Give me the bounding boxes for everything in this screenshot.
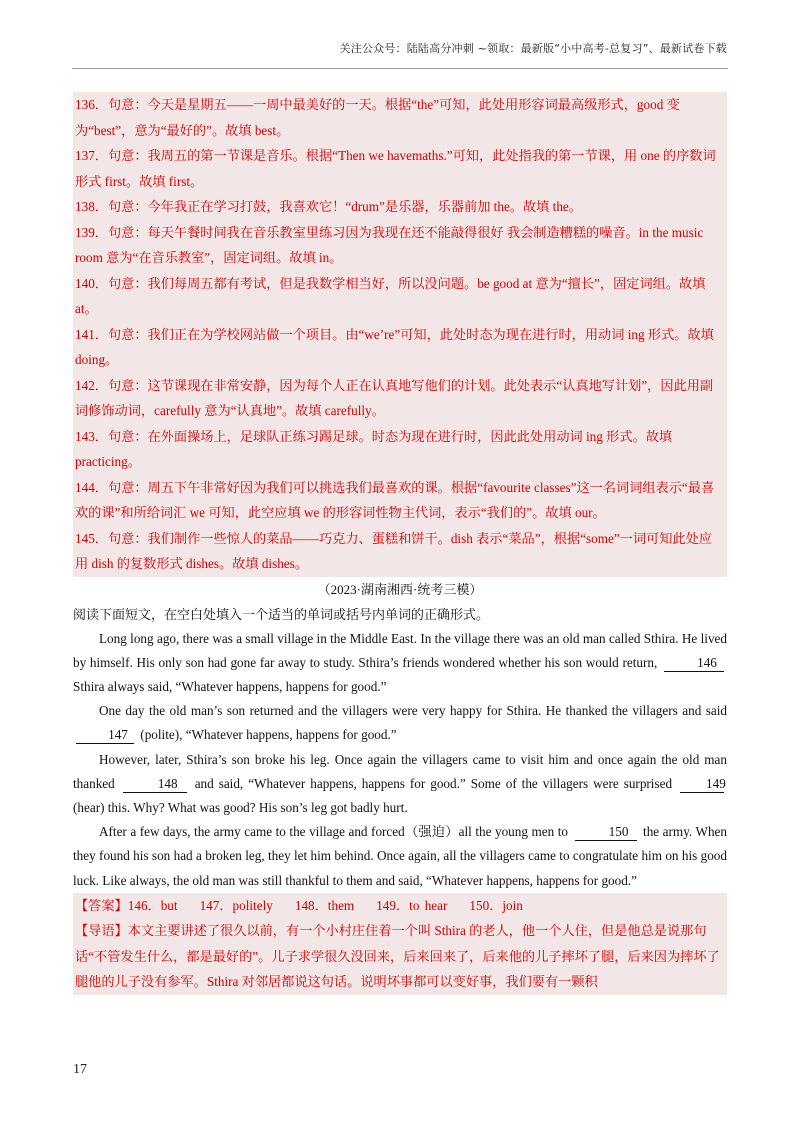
- blank-147: 147: [76, 727, 134, 744]
- answer-explanations: [73, 92, 727, 577]
- passage-text: Sthira always said, “Whatever happens, happens for good.”: [73, 678, 387, 694]
- header-divider: [72, 68, 728, 69]
- page-content: [73, 92, 727, 995]
- answer-item: 148．them: [294, 897, 355, 913]
- guide-text: [73, 918, 727, 995]
- answer-item: 149．to hear: [376, 897, 448, 913]
- page-header: 关注公众号：陆陆高分冲刺 ~领取：最新版“小中高考-总复习”、最新试卷下载: [339, 42, 727, 55]
- passage-text: (hear) this. Why? What was good? His son’s leg got badly hurt.: [73, 799, 408, 815]
- answer-section: [73, 893, 727, 995]
- passage-text: (polite), “Whatever happens, happens for good.”: [140, 727, 397, 743]
- question-source: （2023·湖南湘西·统考三模）: [317, 581, 483, 597]
- blank-150: 150: [575, 824, 637, 841]
- blank-146: 146: [664, 655, 724, 672]
- explanation-141: 141．句意：我们正在为学校网站做一个项目。由“we’re”可知，此处时态为现在进行时，用动词 ing 形式。故填 doing。: [75, 326, 714, 367]
- passage-paragraph-3: [73, 748, 727, 821]
- passage-paragraph-1: [73, 627, 727, 700]
- blank-149: 149: [680, 776, 724, 793]
- explanation-140: 140．句意：我们每周五都有考试，但是我数学相当好，所以没问题。be good at 意为“擅长”，固定词组。故填 at。: [75, 275, 706, 316]
- guide-body: 本文主要讲述了很久以前，有一个小村庄住着一个叫 Sthira 的老人，他一个人住，但是他总是说那句话“不管发生什么，都是最好的”。儿子求学很久没回来，后来回来了，后来他的儿子摔坏了腿，后来因为摔坏了腿他的儿子没有参军。Sthira 对邻居都说这句话。说明坏事都可以变好事，我们要有一颗积: [75, 923, 720, 990]
- passage-paragraph-2: [73, 699, 727, 747]
- explanation-144: 144．句意：周五下午非常好因为我们可以挑选我们最喜欢的课。根据“favourite classes”这一名词词组表示“最喜欢的课”和所给词汇 we 可知，此空应填 we 的形容词性物主代词，表示“我们的”。故填 our。: [75, 479, 715, 520]
- explanation-138: 138．句意：今年我正在学习打鼓，我喜欢它！“drum”是乐器，乐器前加 the。故填 the。: [75, 199, 582, 214]
- passage-text: One day the old man’s son returned and the villagers were very happy for Sthira. He thanked the villagers and said: [99, 703, 727, 719]
- passage-text: the army. When they found his son had a broken leg, they let him behind. Once again, all the villagers came to congratulate him on his good luck. Like always, the old man was still thankful to them and said, “Whatever happens, happens for good.”: [73, 824, 728, 888]
- answer-item: 146．but: [127, 897, 178, 913]
- page-number: 17: [73, 1062, 87, 1077]
- explanation-139: 139．句意：每天午餐时间我在音乐教室里练习因为我现在还不能敲得很好 我会制造糟糕的噪音。in the music room 意为“在音乐教室”，固定词组。故填 in。: [75, 224, 704, 265]
- passage-text: and said, “Whatever happens, happens for good.” Some of the villagers were surprised: [194, 775, 673, 791]
- explanation-143: 143．句意：在外面操场上，足球队正练习踢足球。时态为现在进行时，因此此处用动词 ing 形式。故填 practicing。: [75, 428, 673, 469]
- passage-text: After a few days, the army came to the village and forced（强迫）all the young men to: [99, 824, 568, 840]
- explanation-136: 136．句意：今天是星期五——一周中最美好的一天。根据“the”可知，此处用形容词最高级形式，good 变为“best”，意为“最好的”。故填 best。: [75, 97, 680, 138]
- explanation-137: 137．句意：我周五的第一节课是音乐。根据“Then we havemaths.”可知，此处指我的第一节课，用 one 的序数词形式 first。故填 first。: [75, 148, 716, 189]
- question-instruction: 阅读下面短文，在空白处填入一个适当的单词或括号内单词的正确形式。: [73, 606, 490, 622]
- answer-label: 【答案】: [75, 897, 128, 913]
- blank-148: 148: [123, 776, 187, 793]
- answer-key: [73, 893, 727, 919]
- explanation-142: 142．句意：这节课现在非常安静，因为每个人正在认真地写他们的计划。此处表示“认真地写计划”，因此用副词修饰动词，carefully 意为“认真地”。故填 carefully。: [75, 377, 714, 418]
- explanation-145: 145．句意：我们制作一些惊人的菜品——巧克力、蛋糕和饼干。dish 表示“菜品”，根据“some”一词可知此处应用 dish 的复数形式 dishes。故填 dishes。: [75, 530, 712, 571]
- guide-label: 【导语】: [75, 923, 128, 939]
- answer-item: 150．join: [469, 897, 523, 913]
- passage-paragraph-4: [73, 820, 727, 893]
- passage-text: However, later, Sthira’s son broke his leg. Once again the villagers came to visit him and once again the old man thanked: [73, 751, 727, 791]
- answer-item: 147．politely: [199, 897, 273, 913]
- passage-text: Long long ago, there was a small village in the Middle East. In the village there was an old man called Sthira. He lived by himself. His only son had gone far away to study. Sthira’s friends wondered whether his son would return,: [73, 630, 727, 670]
